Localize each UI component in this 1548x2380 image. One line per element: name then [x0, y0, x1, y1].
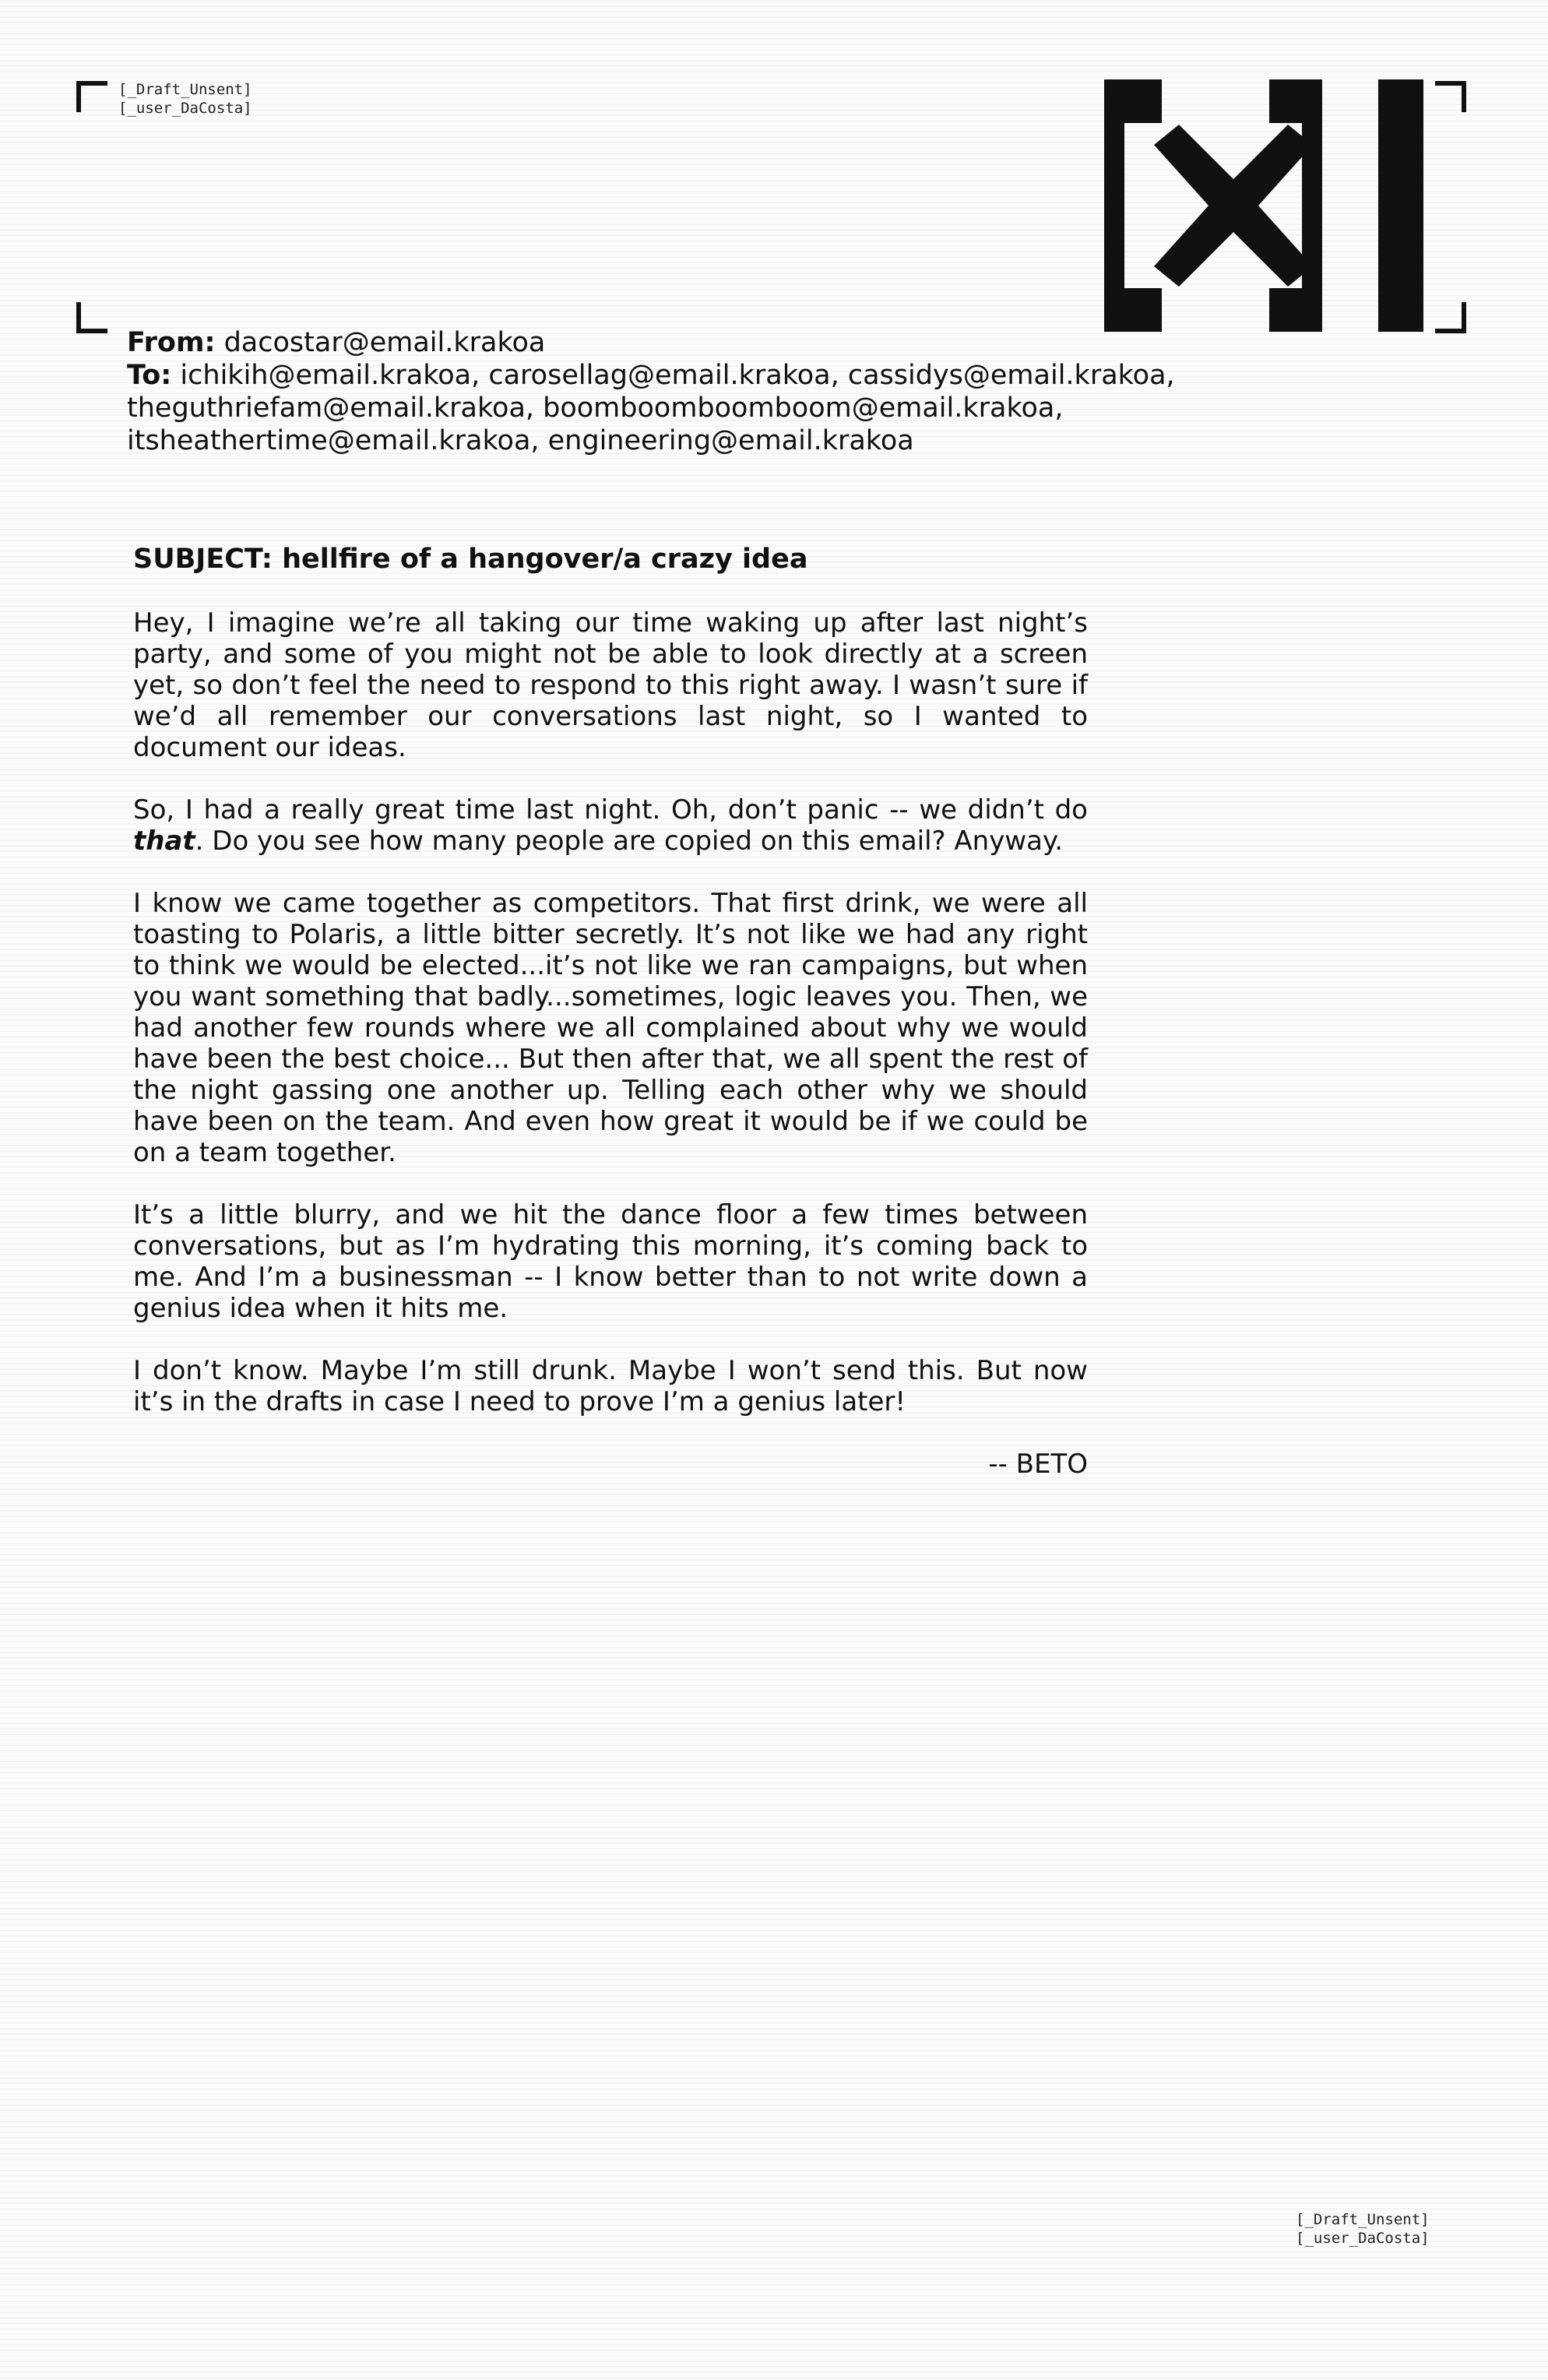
body-paragraph-3: I know we came together as competitors. That first drink, we were all toasting to Polaris, a little bitter secretly. It’s not like we had any right to think we would be elected...it’s not like we ran campaigns, but when you want something that badly...sometimes, logic leaves you. Then, we had another few rounds where we all complained about why we would have been the best choice... But then after that, we all spent the rest of the night gassing one another up. Telling each other why we should have been on the team. And even how great it would be if we could be on a team together. — [133, 888, 1088, 1168]
to-addresses: ichikih@email.krakoa, carosellag@email.krakoa, cassidys@email.krakoa, theguthriefam@email.krakoa, boomboomboomboom@email.krakoa, itsheathertime@email.krakoa, engineering@email.krakoa — [127, 360, 1175, 456]
to-label: To: — [127, 360, 172, 391]
frame-corner-bottom-right — [1435, 302, 1466, 333]
body-paragraph-1: Hey, I imagine we’re all taking our time waking up after last night’s party, and some of you might not be able to look directly at a screen yet, so don’t feel the need to respond to this right away. I wasn’t sure if we’d all remember our conversations last night, so I wanted to document our ideas. — [133, 607, 1088, 763]
email-body — [133, 607, 1088, 1511]
paragraph-2-end: . Do you see how many people are copied on this email? Anyway. — [195, 826, 1064, 857]
body-paragraph-5: I don’t know. Maybe I’m still drunk. Maybe I won’t send this. But now it’s in the drafts in case I need to prove I’m a genius later! — [133, 1355, 1088, 1417]
x-bracket-logo-icon — [1104, 79, 1423, 332]
draft-status: [_Draft_Unsent] — [1296, 2211, 1430, 2228]
frame-corner-top-left — [76, 81, 107, 112]
draft-status: [_Draft_Unsent] — [118, 81, 252, 98]
draft-user: [_user_DaCosta] — [118, 100, 252, 117]
paragraph-2-emphasis: that — [133, 826, 195, 857]
email-header — [127, 326, 1326, 457]
email-subject: SUBJECT: hellfire of a hangover/a crazy idea — [133, 544, 808, 575]
email-signature: -- BETO — [988, 1449, 1088, 1480]
from-address: dacostar@email.krakoa — [223, 327, 546, 358]
to-line — [127, 359, 1326, 457]
draft-meta-bottom — [1296, 2210, 1430, 2248]
body-paragraph-4: It’s a little blurry, and we hit the dance floor a few times between conversations, but as I’m hydrating this morning, it’s coming back to me. And I’m a businessman -- I know better than to not write down a genius idea when it hits me. — [133, 1199, 1088, 1324]
body-paragraph-2 — [133, 794, 1088, 857]
frame-corner-bottom-left — [76, 302, 107, 333]
paragraph-2-start: So, I had a really great time last night. Oh, don’t panic -- we didn’t do — [133, 794, 1088, 826]
draft-meta-top — [118, 80, 252, 118]
from-label: From: — [127, 327, 216, 358]
frame-corner-top-right — [1435, 81, 1466, 112]
from-line — [127, 326, 1326, 359]
draft-user: [_user_DaCosta] — [1296, 2230, 1430, 2247]
